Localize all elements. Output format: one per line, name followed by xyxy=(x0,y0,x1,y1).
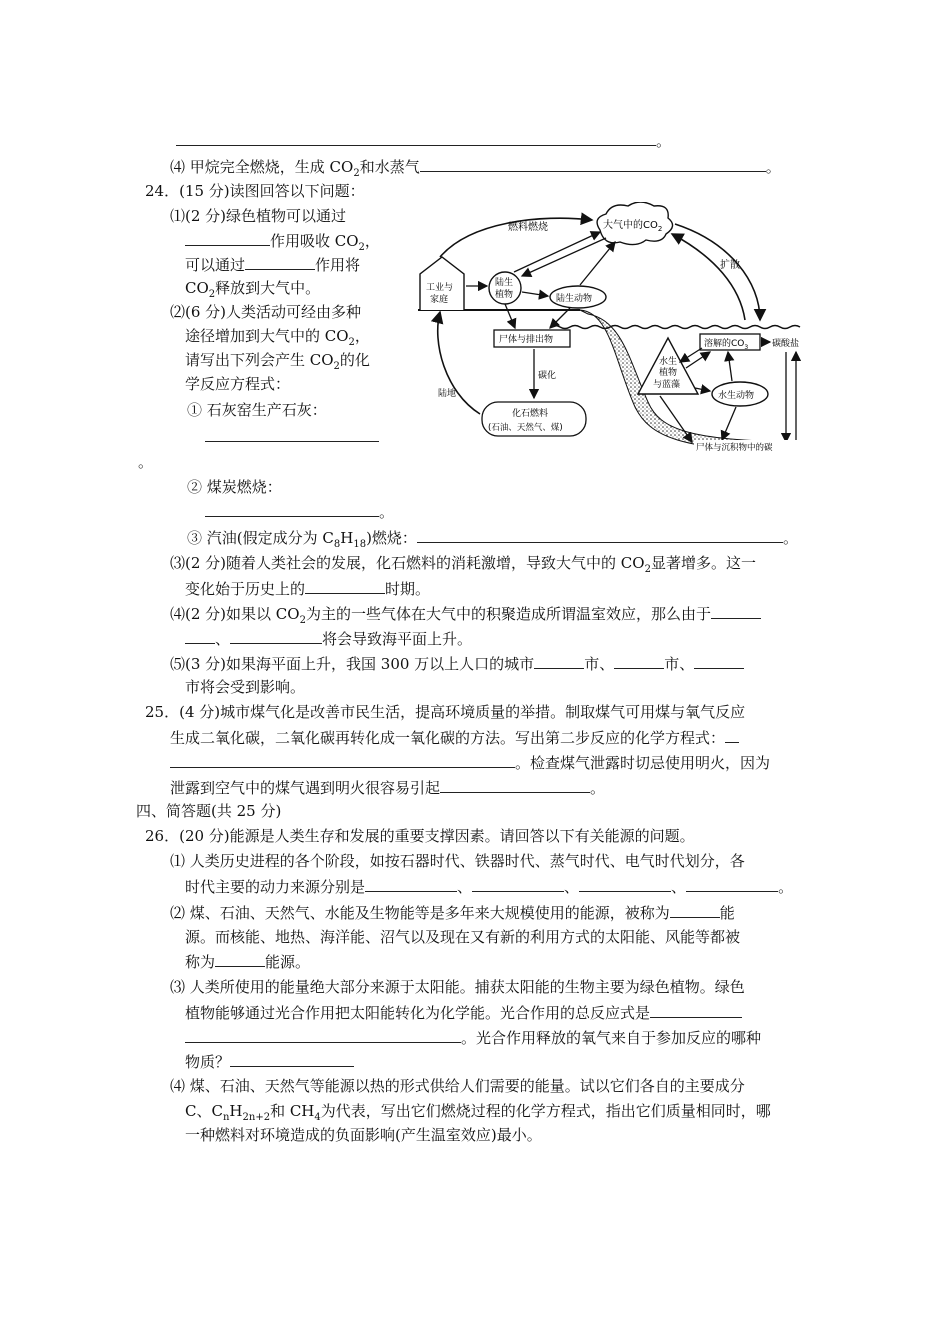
blank[interactable] xyxy=(417,527,783,543)
water-surface-line xyxy=(550,326,800,329)
animals-to-atmosphere-arrow xyxy=(580,242,615,285)
q24-5-line2: 市将会受到影响。 xyxy=(185,678,306,696)
blank[interactable] xyxy=(614,653,664,669)
q24-1-line3: 可以通过 作用将 xyxy=(185,256,361,274)
q24-2-limekiln-blank xyxy=(205,426,379,447)
q24-2-line3: 请写出下列会产生 $CO_2$的化 xyxy=(185,351,370,372)
diagram-label-aquatic-animals: 水生动物 xyxy=(718,391,755,401)
q26-3-line3: 。光合作用释放的氧气来自于参加反应的哪种 xyxy=(185,1027,761,1048)
q26-1-line2: 时代主要的动力来源分别是 、 、 、 。 xyxy=(185,878,794,896)
q24-2-coal: ② 煤炭燃烧： xyxy=(187,478,282,496)
blank[interactable] xyxy=(650,1002,742,1018)
diagram-label-aquatic-3: 与蓝藻 xyxy=(653,380,681,390)
question-q23-4: ⑷ 甲烷完全燃烧，生成 $CO_2$和水蒸气 。 xyxy=(170,158,781,179)
q24-2-limekiln: ① 石灰窑生产石灰： xyxy=(187,401,327,419)
question-24-heading: 24．(15 分)读图回答以下问题： xyxy=(145,182,365,200)
blank[interactable] xyxy=(694,653,744,669)
q25-line2: 生成二氧化碳，二氧化碳再转化成一氧化碳的方法。写出第二步反应的化学方程式： xyxy=(170,727,739,748)
q24-1-line4: $CO_2$释放到大气中。 xyxy=(185,279,321,300)
q25-line1: 25．(4 分)城市煤气化是改善市民生活，提高环境质量的举措。制取煤气可用煤与氧气反应 xyxy=(145,703,746,721)
q24-2-line4: 学反应方程式： xyxy=(185,375,291,393)
q26-4-line3: 一种燃料对环境造成的负面影响(产生温室效应)最小。 xyxy=(185,1126,542,1144)
blank[interactable] xyxy=(185,1027,461,1043)
blank[interactable] xyxy=(725,727,739,743)
q25-line4: 泄露到空气中的煤气遇到明火很容易引起 。 xyxy=(170,779,606,797)
q26-3-line1: ⑶ 人类所使用的能量绝大部分来源于太阳能。捕获太阳能的生物主要为绿色植物。绿色 xyxy=(170,978,745,996)
q24-2-line1: ⑵(6 分)人类活动可经由多种 xyxy=(170,303,362,321)
q26-3-line4: 物质？ xyxy=(185,1051,354,1072)
aquatic-to-animals-arrow xyxy=(695,388,710,391)
blank[interactable] xyxy=(185,230,270,246)
aquatic-to-dissolved-arrow xyxy=(686,352,710,368)
q26-2-line3: 称为 能源。 xyxy=(185,953,311,971)
q24-2-coal-blank: 。 xyxy=(205,501,394,522)
blank[interactable] xyxy=(205,501,379,517)
diffusion-arrow-down xyxy=(675,224,760,320)
q24-3-line2: 变化始于历史上的 时期。 xyxy=(185,580,431,598)
blank[interactable] xyxy=(670,902,720,918)
diagram-label-fossil-2: (石油、天然气、煤) xyxy=(488,423,563,433)
blank[interactable] xyxy=(579,876,671,892)
blank[interactable] xyxy=(534,653,584,669)
diagram-label-remains: 尸体与排出物 xyxy=(499,335,554,345)
carbon-cycle-diagram xyxy=(410,202,810,464)
animals-to-sediment-arrow xyxy=(722,407,736,440)
section-4-heading: 四、简答题(共 25 分) xyxy=(136,802,282,820)
q24-2-gasoline: ③ 汽油(假定成分为 $C_8H_{18}$)燃烧： 。 xyxy=(187,529,798,550)
blank[interactable] xyxy=(176,130,656,146)
blank[interactable] xyxy=(711,603,761,619)
stray-period: 。 xyxy=(138,453,154,471)
diagram-label-land-plants-2: 植物 xyxy=(495,290,514,300)
q26-3-line2: 植物能够通过光合作用把太阳能转化为化学能。光合作用的总反应式是 xyxy=(185,1002,742,1023)
diffusion-arrow-up xyxy=(672,234,745,320)
plants-to-remains-arrow xyxy=(505,304,515,328)
blank[interactable] xyxy=(230,628,322,644)
diagram-label-dissolved-co2: 溶解的$CO_3$ xyxy=(704,339,749,351)
q24-1-line2: 作用吸收 $CO_2$， xyxy=(185,230,380,251)
diagram-label-sediment: 尸体与沉积物中的碳 xyxy=(696,443,773,453)
blank[interactable] xyxy=(245,254,315,270)
diagram-label-atmosphere: 大气中的$CO_2$ xyxy=(603,220,663,233)
diagram-label-fossil-1: 化石燃料 xyxy=(512,409,549,419)
q26-4-line1: ⑷ 煤、石油、天然气等能源以热的形式供给人们需要的能量。试以它们各自的主要成分 xyxy=(170,1077,745,1095)
atmosphere-to-plants-arrow xyxy=(522,238,606,276)
blank[interactable] xyxy=(230,1051,354,1067)
blank[interactable] xyxy=(365,876,457,892)
animals-to-dissolved-arrow xyxy=(728,352,732,381)
question-26-heading: 26．(20 分)能源是人类生存和发展的重要支撑因素。请回答以下有关能源的问题。 xyxy=(145,827,695,845)
q26-4-line2: C、$C_nH_{2n+2}$和 $CH_4$为代表，写出它们燃烧过程的化学方程式，指出它们质量相同时，哪 xyxy=(185,1102,771,1123)
q25-line3: 。检查煤气泄露时切忌使用明火，因为 xyxy=(170,752,770,773)
diagram-label-land-animals: 陆生动物 xyxy=(556,294,593,304)
q24-2-line2: 途径增加到大气中的 $CO_2$， xyxy=(185,327,370,348)
q24-4-line1: ⑷(2 分)如果以 $CO_2$为主的一些气体在大气中的积聚造成所谓温室效应，那么由于 xyxy=(170,603,761,624)
diagram-label-aquatic-2: 植物 xyxy=(659,368,678,378)
blank[interactable] xyxy=(305,578,385,594)
diagram-label-land: 陆地 xyxy=(438,389,457,399)
blank[interactable] xyxy=(440,777,590,793)
diagram-label-carbonate: 碳酸盐 xyxy=(772,339,800,349)
diagram-label-carbonization: 碳化 xyxy=(538,371,557,381)
diagram-label-fuel-burning: 燃料燃烧 xyxy=(508,222,548,233)
q24-4-line2: 、 将会导致海平面上升。 xyxy=(185,628,472,649)
diagram-label-industry-2: 家庭 xyxy=(430,295,449,305)
answer-line-q23-3: 。 xyxy=(176,130,671,151)
q24-3-line1: ⑶(2 分)随着人类社会的发展，化石燃料的消耗激增，导致大气中的 $CO_2$显著增多。这一 xyxy=(170,554,756,575)
diagram-label-aquatic-1: 水生 xyxy=(659,357,678,367)
diagram-label-land-plants-1: 陆生 xyxy=(495,278,514,288)
blank[interactable] xyxy=(205,426,379,442)
diagram-label-diffusion: 扩散 xyxy=(720,260,740,271)
blank[interactable] xyxy=(170,752,515,768)
diagram-label-industry-1: 工业与 xyxy=(426,283,454,293)
q24-1-line1: ⑴(2 分)绿色植物可以通过 xyxy=(170,207,347,225)
blank[interactable] xyxy=(686,876,778,892)
plants-to-animals-arrow xyxy=(522,292,548,296)
plants-to-atmosphere-arrow xyxy=(514,232,600,272)
q26-2-line2: 源。而核能、地热、海洋能、沼气以及现在又有新的利用方式的太阳能、风能等都被 xyxy=(185,928,741,946)
q26-1-line1: ⑴ 人类历史进程的各个阶段，如按石器时代、铁器时代、蒸气时代、电气时代划分，各 xyxy=(170,852,745,870)
blank[interactable] xyxy=(185,628,215,644)
blank[interactable] xyxy=(420,156,766,172)
blank[interactable] xyxy=(472,876,564,892)
q24-5-line1: ⑸(3 分)如果海平面上升，我国 300 万以上人口的城市 市、 市、 xyxy=(170,653,744,674)
q26-2-line1: ⑵ 煤、石油、天然气、水能及生物能等是多年来大规模使用的能源，被称为 能 xyxy=(170,904,735,922)
blank[interactable] xyxy=(215,951,265,967)
